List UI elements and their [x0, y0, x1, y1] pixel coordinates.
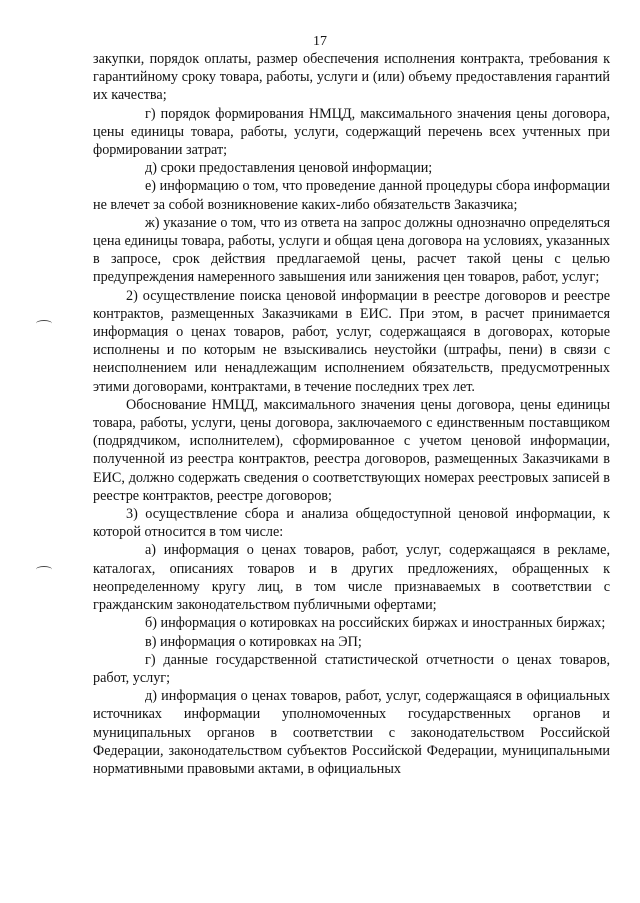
- paragraph-item-zh-response-requirements: ж) указание о том, что из ответа на запрос должны однозначно определяться цена единицы товара, работы, услуги и общая цена договора на условиях, указанных в запросе, срок действия предлагаемой цены, расчет такой цены с целью предупреждения намеренного завышения или занижения цен товаров, работ, услуг;: [93, 214, 610, 286]
- document-body: [93, 50, 610, 778]
- paragraph-item-d-official-sources: д) информация о ценах товаров, работ, услуг, содержащаяся в официальных источниках информации уполномоченных государственных органов и муниципальных органов в соответствии с законодательством Российской Федерации, законодательством субъектов Российской Федерации, муниципальными нормативными правовыми актами, в официальных: [93, 688, 610, 777]
- paragraph-item-d-deadlines: д) сроки предоставления ценовой информации;: [145, 160, 433, 177]
- paragraph-item-g-nmcd-formation: г) порядок формирования НМЦД, максимального значения цены договора, цены единицы товара, работы, услуги, содержащий перечень всех учтенных при формировании затрат;: [93, 105, 610, 159]
- page-number: 17: [313, 34, 327, 49]
- margin-punch-mark-top: [36, 320, 52, 327]
- paragraph-procurement-terms: закупки, порядок оплаты, размер обеспечения исполнения контракта, требования к гарантийному сроку товара, работы, услуги и (или) объему предоставления гарантий их качества;: [93, 51, 610, 104]
- paragraph-item-g-statistics: г) данные государственной статистической отчетности о ценах товаров, работ, услуг;: [93, 651, 610, 686]
- paragraph-item-e-no-obligations: е) информацию о том, что проведение данной процедуры сбора информации не влечет за собой возникновение каких-либо обязательств Заказчика;: [93, 178, 610, 213]
- paragraph-item-a-advertising: а) информация о ценах товаров, работ, услуг, содержащаяся в рекламе, каталогах, описаниях товаров и в других предложениях, обращенных к неопределенному кругу лиц, в том числе признаваемых в соответствии с гражданским законодательством публичными офертами;: [93, 542, 610, 614]
- paragraph-item-v-ep-quotes: в) информация о котировках на ЭП;: [145, 633, 362, 650]
- paragraph-point-3-public-info: 3) осуществление сбора и анализа общедоступной ценовой информации, к которой относится в том числе:: [93, 506, 610, 541]
- paragraph-point-2-registry-search: 2) осуществление поиска ценовой информации в реестре договоров и реестре контрактов, размещенных Заказчиками в ЕИС. При этом, в расчет принимается информация о ценах товаров, работ, услуг, содержащаяся в договорах, которые исполнены и по которым не взыскивались неустойки (штрафы, пени) в связи с неисполнением или ненадлежащим исполнением обязательств, предусмотренных этими договорами, контрактами, в течение последних трех лет.: [93, 287, 610, 395]
- margin-punch-mark-bottom: [36, 566, 52, 573]
- paragraph-nmcd-justification: Обоснование НМЦД, максимального значения цены договора, цены единицы товара, работы, услуги, цены договора, заключаемого с единственным поставщиком (подрядчиком, исполнителем), сформированное с учетом ценовой информации, полученной из реестра контрактов, реестра договоров, размещенных Заказчиками в ЕИС, должно содержать сведения о соответствующих номерах реестровых записей в реестре контрактов, реестре договоров;: [93, 396, 610, 504]
- paragraph-item-b-exchange-quotes: б) информация о котировках на российских биржах и иностранных биржах;: [145, 615, 606, 632]
